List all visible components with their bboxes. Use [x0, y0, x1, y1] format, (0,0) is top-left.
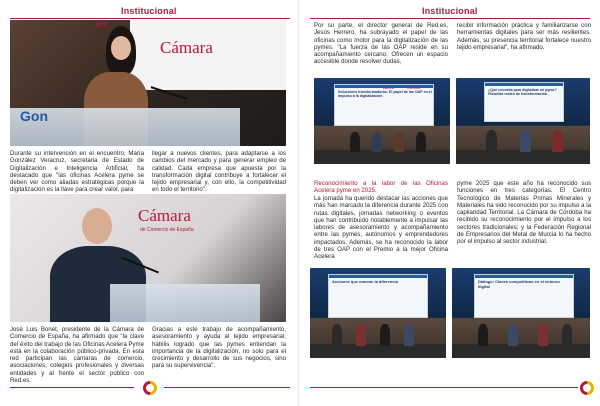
right-footer-rule: [310, 387, 578, 388]
body-col-2: pyme 2025 que este año ha reconocido sus funciones en tres categorías. El Centro Tecnológico de Materias Primas Minerales y Materiales ha sido reconocido por su impulso a la capilaridad Territorial. La Cámara de Córdoba ha recibido su reconocimiento por el impulso a los sectores tradicionales; y la Federación Regional de Empresarios del Metal de Murcia lo ha hecho por el impulso al sector industrial.: [457, 180, 591, 246]
panel-2-screen: [484, 82, 564, 122]
photo-panel-3: [310, 268, 446, 358]
panel-2-screen-title: ¿Qué necesita para digitalizar mi pyme? Historias reales de transformación: [488, 88, 557, 97]
paragraph-2-col-2: Gracias a este trabajo de acompañamiento, asesoramiento y ayuda al tejido empresarial, hábilis logrado que las pymes entiendan la importancia de la digitalización, no solo para el crecimiento y desarrollo de sus negocios, sino para su supervivencia".: [152, 326, 286, 370]
panel-3-screen: [328, 274, 428, 318]
paragraph-1-col-2: llegar a nuevos clientes, para adaptarse a los cambios del mercado y para generar empleo de calidad. Cada empresa que apuesta por la transformación digital contribuye a fortalecer el tejido empresarial y, con ello, la competitividad en todo el territorio".: [152, 150, 286, 194]
panel-3-screen-title: Acciones que marcan la diferencia: [332, 279, 398, 284]
banner-sub-text: de Comercio de España: [140, 227, 194, 233]
speaker-face: [111, 36, 131, 60]
left-footer-rule-a: [10, 387, 134, 388]
paragraph-2-col-1: José Luis Bonet, presidente de la Cámara de Comercio de España, ha afirmado que "la clave del éxito del trabajo de las Oficinas Acelera Pyme está en la colaboración público-privada. En esta red participan las cámaras de comercio, asociaciones, colegios profesionales y diversas entidades y al frente el sector público con Red.es.: [10, 326, 144, 385]
panel-4-screen: [474, 274, 574, 318]
speaker-face-2: [82, 208, 112, 244]
photo-speaker-woman: [10, 20, 286, 146]
panel-1-screen: [334, 84, 434, 126]
camara-logo-icon-right: [580, 381, 594, 395]
body-col-1: La jornada ha querido destacar las acciones que más han marcado la diferencia durante 2025 con rutas digitales, jornadas networking o eventos que han contribuido notablemente a impulsar las labores de asesoramiento y acompañamiento entre las pymes, autónomos y emprendedores impactados. Además, se ha reconocido la labor de tres OAP con el Premio a la mejor Oficina Acelera: [314, 195, 448, 261]
banner-brand-text: Cámara: [160, 38, 213, 57]
panel-1-brand: red.es: [383, 86, 394, 90]
panel-4-screen-title: Diálogo: Claves competitivas en el entorno digital: [478, 279, 560, 289]
lectern-logo-text: Gon: [20, 108, 48, 124]
lectern-2: [110, 284, 260, 322]
camara-logo-icon: [143, 381, 157, 395]
intro-col-1: Por su parte, el director general de Red.es, Jesús Herrero, ha subrayado el papel de las oficinas como motor para la digitalización de las pymes. "La fuerza de las OAP reside en su acompañamiento cercano. Ofrecen un espacio accesible donde resolver dudas,: [314, 22, 448, 66]
left-header-rule: [10, 18, 290, 19]
photo-panel-2: [456, 78, 590, 164]
banner-kit-text: KIT: [96, 22, 108, 29]
right-page: [300, 0, 600, 406]
photo-panel-1: [314, 78, 450, 164]
paragraph-1-col-1: Durante su intervención en el encuentro, María González Veracruz, secretaria de Estado de Digitalización e Inteligencia Artificial, ha destacado que "las oficinas Acelera pyme se deben ver como aliadas estratégicas porque la digitalización es la llave para crear valor, para: [10, 150, 144, 194]
intro-col-2: recibir información práctica y familiarizarse con herramientas digitales para ser más resilientes. Además, su presencia territorial fortalece nuestro tejido empresarial", ha afirmado.: [457, 22, 591, 51]
left-footer-rule-b: [164, 387, 290, 388]
section-subheading: Reconocimiento a la labor de las Oficinas Acelera pyme en 2025.: [314, 180, 448, 195]
banner-brand-text-2: Cámara: [138, 206, 191, 225]
photo-panel-4: [452, 268, 590, 358]
panel-1-screen-title: Soluciones transformadoras: El papel de las OAP en el impulso a la digitalización: [338, 90, 432, 99]
panel-1-brand-2: Cámara: [407, 86, 420, 90]
right-header-rule: [310, 18, 590, 19]
right-section-title: Institucional: [422, 6, 478, 16]
left-section-title: Institucional: [121, 6, 177, 16]
photo-speaker-man: [10, 194, 286, 322]
